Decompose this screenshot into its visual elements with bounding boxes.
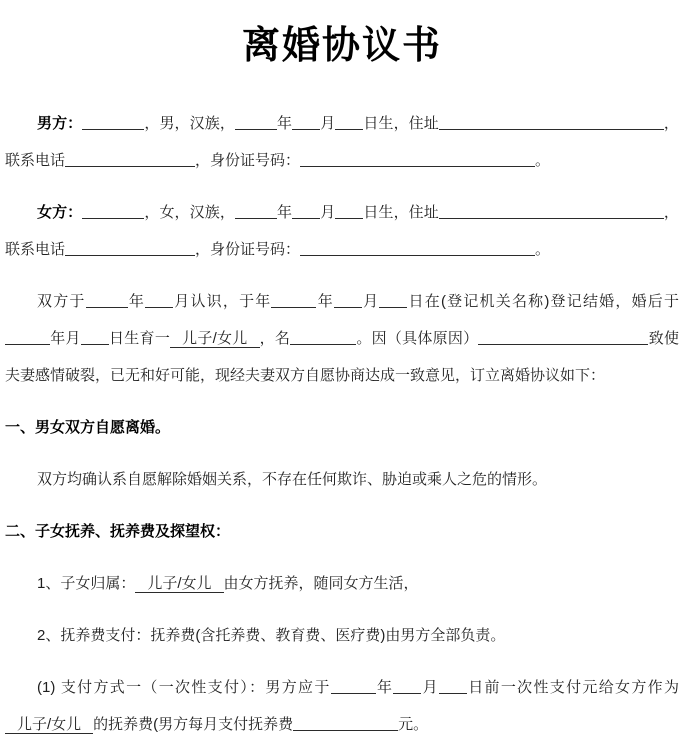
bold-text-run: 二、子女抚养、抚养费及探望权： — [5, 523, 231, 540]
text-run: ，身份证号码： — [195, 241, 301, 258]
text-run: 年 — [127, 293, 146, 310]
text-run: ，男，汉族， — [144, 115, 235, 132]
page-title: 离婚协议书 — [241, 25, 442, 67]
fill-in-blank-underline — [81, 331, 109, 345]
section-1-body — [5, 461, 679, 498]
fill-in-blank-underline — [335, 205, 363, 219]
fill-in-blank-underline — [335, 116, 363, 130]
party-female-paragraph — [5, 194, 679, 268]
fill-in-blank-underline — [290, 331, 356, 345]
bold-text-run: 男方： — [37, 115, 83, 132]
fill-in-blank-underline — [86, 294, 128, 308]
fill-in-blank-underline — [145, 294, 173, 308]
section-2-heading — [5, 513, 679, 550]
text-run: 年 — [316, 293, 334, 310]
bold-text-run: 一、男女双方自愿离婚。 — [5, 419, 171, 436]
text-run: 年 — [276, 204, 293, 221]
fill-in-blank-underline — [292, 116, 320, 130]
text-run: 。 — [535, 241, 551, 258]
support-fee-clause — [5, 617, 679, 654]
text-run: 致使夫妻感情破裂，已无和好可能，现经夫妻双方自愿协商达成一致意见，订立离婚协议如下： — [5, 330, 679, 384]
fill-in-blank-underline — [82, 116, 144, 130]
marriage-background-paragraph — [5, 283, 679, 394]
text-run: 月 — [320, 204, 336, 221]
text-run: 月认识，于年 — [173, 293, 272, 310]
text-run: 日生，住址 — [363, 204, 439, 221]
text-run: 由女方抚养，随同女方生活， — [223, 575, 419, 592]
text-run: ，联系电话 — [5, 115, 679, 169]
fill-in-blank-underline — [271, 294, 316, 308]
text-run: 月 — [421, 679, 439, 696]
text-run: 日生育一 — [108, 330, 171, 347]
fill-in-blank-underline — [65, 242, 195, 256]
text-run: 月 — [320, 115, 336, 132]
text-run: (1) 支付方式一（一次性支付）：男方应于 — [37, 679, 331, 696]
text-run: 。 — [535, 152, 551, 169]
text-run: ，身份证号码： — [195, 152, 301, 169]
party-male-paragraph — [5, 105, 679, 179]
text-run: 日前一次性支付元给女方作为 — [466, 679, 679, 696]
text-run: 年 — [375, 679, 394, 696]
text-run: ，女，汉族， — [144, 204, 235, 221]
text-run: 1、子女归属： — [37, 575, 136, 592]
text-run: 日在(登记机关名称)登记结婚，婚后于 — [407, 293, 679, 310]
text-run: 双方均确认系自愿解除婚姻关系，不存在任何欺诈、胁迫或乘人之危的情形。 — [37, 471, 548, 488]
fill-in-blank-underline — [65, 153, 195, 167]
child-custody-clause — [5, 565, 679, 602]
fill-in-blank-underline — [379, 294, 407, 308]
fill-in-blank-underline — [439, 116, 664, 130]
fill-in-blank-underline — [300, 153, 535, 167]
text-run: 的抚养费(男方每月支付抚养费 — [93, 716, 294, 733]
text-run: 年 — [276, 115, 293, 132]
fill-in-blank-underline — [292, 205, 320, 219]
text-run: 。因（具体原因） — [356, 330, 479, 347]
document-body — [5, 105, 679, 742]
fill-in-blank-underline — [235, 116, 277, 130]
fill-in-blank-underline — [331, 680, 376, 694]
fill-in-blank-with-text: 儿子/女儿 — [5, 716, 93, 734]
text-run: 元。 — [398, 716, 429, 733]
fill-in-blank-underline — [439, 680, 467, 694]
fill-in-blank-underline — [5, 331, 50, 345]
fill-in-blank-underline — [334, 294, 362, 308]
payment-method-clause — [5, 669, 679, 742]
text-run: ，联系电话 — [5, 204, 679, 258]
text-run: 年月 — [50, 330, 81, 347]
fill-in-blank-underline — [478, 331, 648, 345]
fill-in-blank-underline — [439, 205, 664, 219]
fill-in-blank-with-text: 儿子/女儿 — [135, 575, 223, 593]
text-run: 日生，住址 — [363, 115, 439, 132]
section-1-heading — [5, 409, 679, 446]
text-run: ，名 — [259, 330, 291, 347]
fill-in-blank-underline — [235, 205, 277, 219]
fill-in-blank-with-text: 儿子/女儿 — [170, 330, 259, 348]
bold-text-run: 女方： — [37, 204, 83, 221]
fill-in-blank-underline — [393, 680, 421, 694]
text-run: 2、抚养费支付：抚养费(含托养费、教育费、医疗费)由男方全部负责。 — [37, 627, 506, 644]
fill-in-blank-underline — [293, 717, 398, 731]
text-run: 月 — [361, 293, 380, 310]
text-run: 双方于 — [37, 293, 86, 310]
fill-in-blank-underline — [82, 205, 144, 219]
fill-in-blank-underline — [300, 242, 535, 256]
